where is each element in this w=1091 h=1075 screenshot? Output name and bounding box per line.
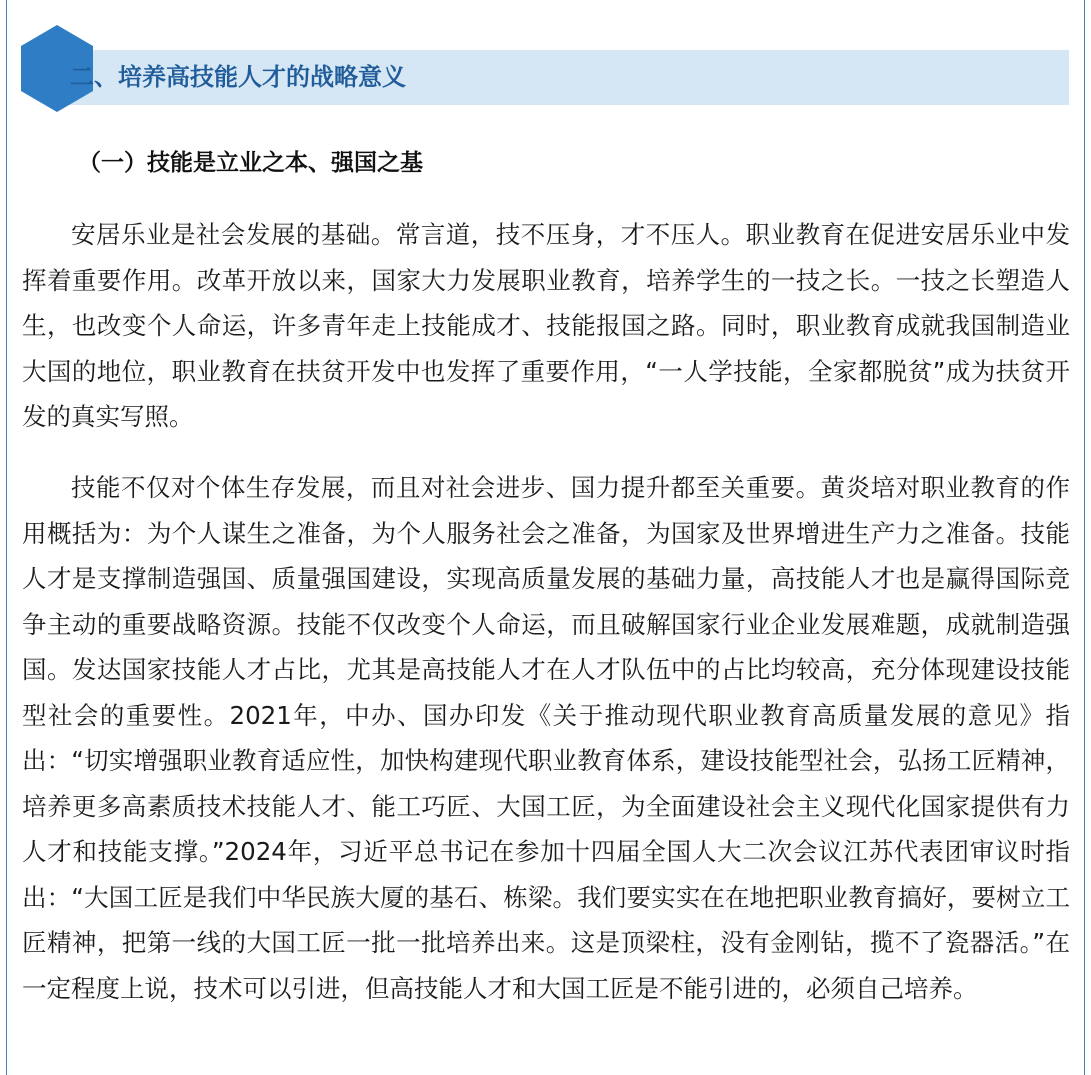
subsection-title: （一）技能是立业之本、强国之基: [78, 150, 423, 176]
paragraph-1: 安居乐业是社会发展的基础。常言道，技不压身，才不压人。职业教育在促进安居乐业中发挥着重要作用。改革开放以来，国家大力发展职业教育，培养学生的一技之长。一技之长塑造人生，也改变个人命运，许多青年走上技能成才、技能报国之路。同时，职业教育成就我国制造业大国的地位，职业教育在扶贫开发中也发挥了重要作用，“一人学技能，全家都脱贫”成为扶贫开发的真实写照。: [22, 220, 1070, 431]
paragraph-2: 技能不仅对个体生存发展，而且对社会进步、国力提升都至关重要。黄炎培对职业教育的作用概括为：为个人谋生之准备，为个人服务社会之准备，为国家及世界增进生产力之准备。技能人才是支撑制造强国、质量强国建设，实现高质量发展的基础力量，高技能人才也是赢得国际竞争主动的重要战略资源。技能不仅改变个人命运，而且破解国家行业企业发展难题，成就制造强国。发达国家技能人才占比，尤其是高技能人才在人才队伍中的占比均较高，充分体现建设技能型社会的重要性。2021年，中办、国办印发《关于推动现代职业教育高质量发展的意见》指出：“切实增强职业教育适应性，加快构建现代职业教育体系，建设技能型社会，弘扬工匠精神，培养更多高素质技术技能人才、能工巧匠、大国工匠，为全面建设社会主义现代化国家提供有力人才和技能支撑。”2024年，习近平总书记在参加十四届全国人大二次会议江苏代表团审议时指出：“大国工匠是我们中华民族大厦的基石、栋梁。我们要实实在在地把职业教育搞好，要树立工匠精神，把第一线的大国工匠一批一批培养出来。这是顶梁柱，没有金刚钻，揽不了瓷器活。”在一定程度上说，技术可以引进，但高技能人才和大国工匠是不能引进的，必须自己培养。: [22, 473, 1070, 1003]
section-title: 二、培养高技能人才的战略意义: [70, 63, 406, 91]
